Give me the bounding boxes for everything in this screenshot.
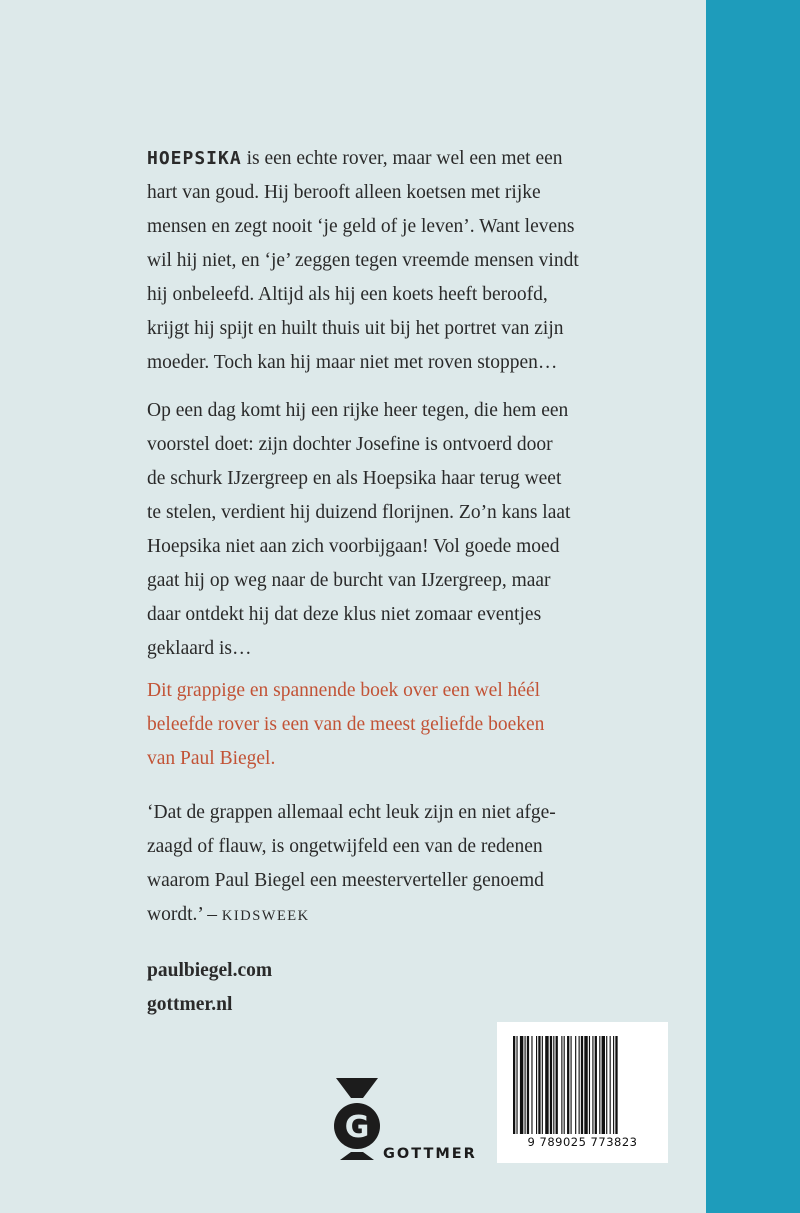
- summary-line: krijgt hij spijt en huilt thuis uit bij het portret van zijn: [147, 318, 564, 339]
- summary-line: mensen en zegt nooit ‘je geld of je leven’. Want levens: [147, 216, 575, 237]
- highlight-line: beleefde rover is een van de meest geliefde boeken: [147, 714, 545, 735]
- review-quote: [147, 796, 617, 933]
- website-links: [147, 954, 617, 1022]
- summary-line: HOEPSIKA is een echte rover, maar wel een met een: [147, 148, 563, 169]
- summary-line: Op een dag komt hij een rijke heer tegen, die hem een: [147, 400, 569, 421]
- summary-line: te stelen, verdient hij duizend florijnen. Zo’n kans laat: [147, 502, 571, 523]
- summary-line: Hoepsika niet aan zich voorbijgaan! Vol goede moed: [147, 536, 560, 557]
- summary-paragraph-1: [147, 142, 617, 380]
- summary-line: moeder. Toch kan hij maar niet met roven stoppen…: [147, 352, 558, 373]
- summary-line: hart van goud. Hij berooft alleen koetsen met rijke: [147, 182, 541, 203]
- summary-line: hij onbeleefd. Altijd als hij een koets heeft beroofd,: [147, 284, 548, 305]
- barcode-bars: [513, 1036, 653, 1134]
- summary-line: de schurk IJzergreep en als Hoepsika haar terug weet: [147, 468, 562, 489]
- summary-paragraph-2: [147, 394, 617, 666]
- link-paulbiegel[interactable]: paulbiegel.com: [147, 960, 273, 981]
- logo-letter: G: [344, 1110, 370, 1145]
- quote-line: waarom Paul Biegel een meesterverteller genoemd: [147, 870, 544, 891]
- highlight-paragraph: [147, 674, 617, 776]
- highlight-line: van Paul Biegel.: [147, 748, 276, 769]
- gottmer-hourglass-logo: [322, 1078, 392, 1160]
- summary-line: wil hij niet, en ‘je’ zeggen tegen vreemde mensen vindt: [147, 250, 579, 271]
- summary-line: geklaard is…: [147, 638, 252, 659]
- barcode: [497, 1022, 668, 1163]
- quote-line: ‘Dat de grappen allemaal echt leuk zijn en niet afge-: [147, 802, 556, 823]
- summary-line: voorstel doet: zijn dochter Josefine is ontvoerd door: [147, 434, 553, 455]
- quote-line: wordt.’ – KIDSWEEK: [147, 904, 310, 925]
- highlight-line: Dit grappige en spannende boek over een wel héél: [147, 680, 541, 701]
- isbn-number: 9 789025 773823: [527, 1135, 638, 1149]
- summary-line: daar ontdekt hij dat deze klus niet zomaar eventjes: [147, 604, 542, 625]
- publisher-name: GOTTMER: [383, 1146, 477, 1162]
- summary-line: gaat hij op weg naar de burcht van IJzergreep, maar: [147, 570, 551, 591]
- spine-stripe: [706, 0, 800, 1213]
- quote-source: KIDSWEEK: [221, 908, 310, 924]
- quote-line: zaagd of flauw, is ongetwijfeld een van de redenen: [147, 836, 543, 857]
- link-gottmer[interactable]: gottmer.nl: [147, 994, 233, 1015]
- title-word: HOEPSIKA: [147, 148, 242, 169]
